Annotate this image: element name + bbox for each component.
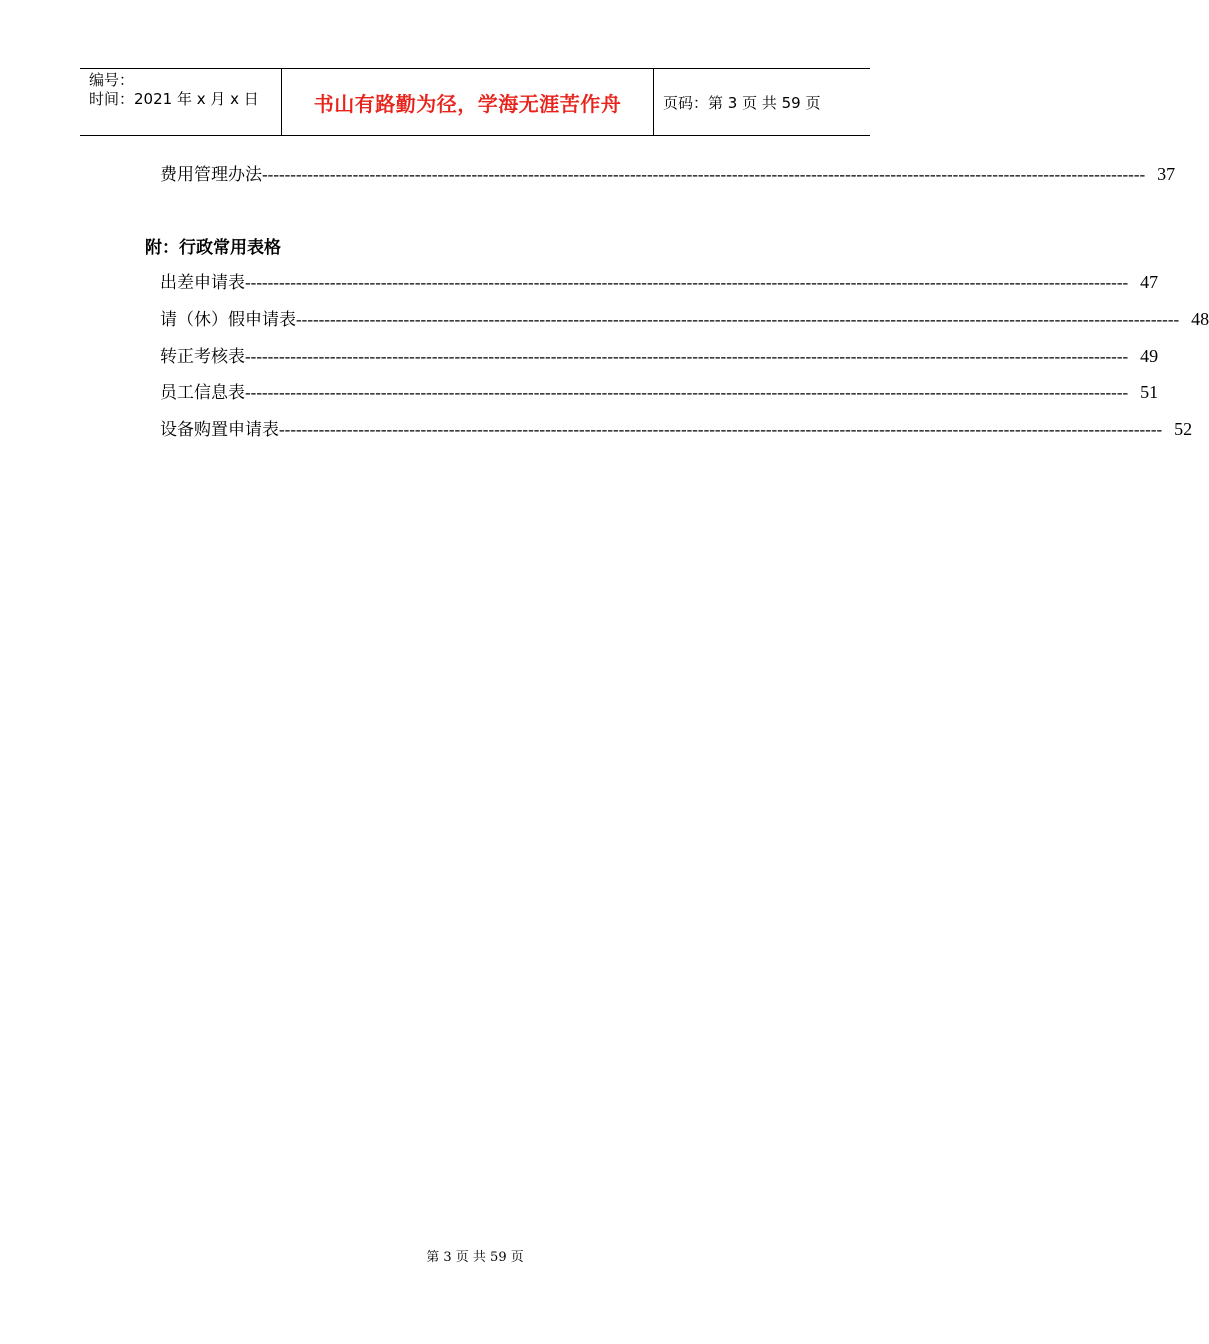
toc-leader: ------------------------------------------------------------------------------------------------------------------------------------------------------------ bbox=[245, 383, 1129, 402]
toc-entry[interactable] bbox=[160, 160, 1176, 185]
toc-entry-label: 员工信息表 bbox=[160, 383, 245, 403]
time-label: 时间：2021 年 x 月 x 日 bbox=[89, 90, 259, 108]
header-meta-cell bbox=[80, 69, 282, 135]
toc-leader: ------------------------------------------------------------------------------------------------------------------------------------------------------------ bbox=[296, 310, 1180, 329]
toc-leader: ------------------------------------------------------------------------------------------------------------------------------------------------------------ bbox=[279, 420, 1163, 439]
toc-entry[interactable] bbox=[160, 268, 1159, 293]
toc-entry-label: 设备购置申请表 bbox=[160, 420, 279, 440]
toc-entry[interactable] bbox=[160, 342, 1159, 367]
toc-entry-label: 出差申请表 bbox=[160, 273, 245, 293]
toc-leader: ------------------------------------------------------------------------------------------------------------------------------------------------------------ bbox=[245, 273, 1129, 292]
toc-leader: ------------------------------------------------------------------------------------------------------------------------------------------------------------ bbox=[262, 165, 1146, 184]
toc-entry-label: 转正考核表 bbox=[160, 347, 245, 367]
motto-text: 书山有路勤为径，学海无涯苦作舟 bbox=[313, 91, 622, 116]
toc-entry-page: 51 bbox=[1140, 382, 1159, 402]
toc-entry-page: 49 bbox=[1140, 346, 1159, 366]
toc-entry-page: 52 bbox=[1174, 419, 1193, 439]
toc-entry-label: 费用管理办法 bbox=[160, 165, 262, 185]
toc-entry[interactable] bbox=[160, 378, 1159, 403]
toc-entry-page: 47 bbox=[1140, 272, 1159, 292]
toc-leader: ------------------------------------------------------------------------------------------------------------------------------------------------------------ bbox=[245, 347, 1129, 366]
page-info: 页码：第 3 页 共 59 页 bbox=[663, 93, 821, 112]
appendix-title: 附：行政常用表格 bbox=[145, 238, 281, 258]
page-header bbox=[80, 68, 870, 136]
toc-entry[interactable] bbox=[160, 305, 1209, 330]
toc-entry-page: 48 bbox=[1191, 309, 1209, 329]
toc-entry-page: 37 bbox=[1157, 164, 1176, 184]
number-label: 编号： bbox=[89, 71, 135, 89]
header-page-cell bbox=[654, 69, 870, 135]
toc-entry[interactable] bbox=[160, 415, 1193, 440]
toc-entry-label: 请（休）假申请表 bbox=[160, 310, 296, 330]
header-motto-cell bbox=[282, 69, 654, 135]
page-footer: 第 3 页 共 59 页 bbox=[426, 1250, 524, 1265]
